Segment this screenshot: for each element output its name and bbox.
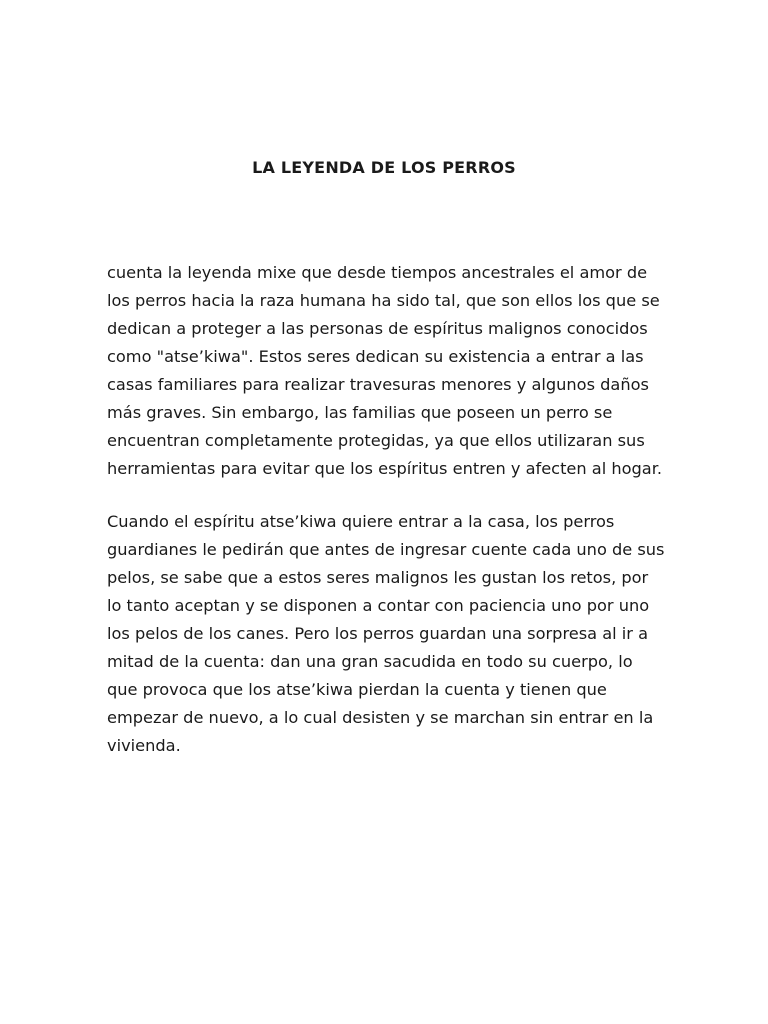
paragraph-2: Cuando el espíritu atse’kiwa quiere entrar a la casa, los perros guardianes le pedirán que antes de ingresar cuente cada uno de sus pelos, se sabe que a estos seres malignos les gustan los retos, por lo tanto aceptan y se disponen a contar con paciencia uno por uno los pelos de los canes. Pero los perros guardan una sorpresa al ir a mitad de la cuenta: dan una gran sacudida en todo su cuerpo, lo que provoca que los atse’kiwa pierdan la cuenta y tienen que empezar de nuevo, a lo cual desisten y se marchan sin entrar en la vivienda. [107,512,665,755]
paragraph-1: cuenta la leyenda mixe que desde tiempos ancestrales el amor de los perros hacia la raza humana ha sido tal, que son ellos los que se dedican a proteger a las personas de espíritus malignos conocidos como "atse’kiwa". Estos seres dedican su existencia a entrar a las casas familiares para realizar travesuras menores y algunos daños más graves. Sin embargo, las familias que poseen un perro se encuentran completamente protegidas, ya que ellos utilizaran sus herramientas para evitar que los espíritus entren y afecten al hogar. [107,263,663,478]
document-body [107,259,667,760]
document-title: LA LEYENDA DE LOS PERROS [252,158,516,177]
